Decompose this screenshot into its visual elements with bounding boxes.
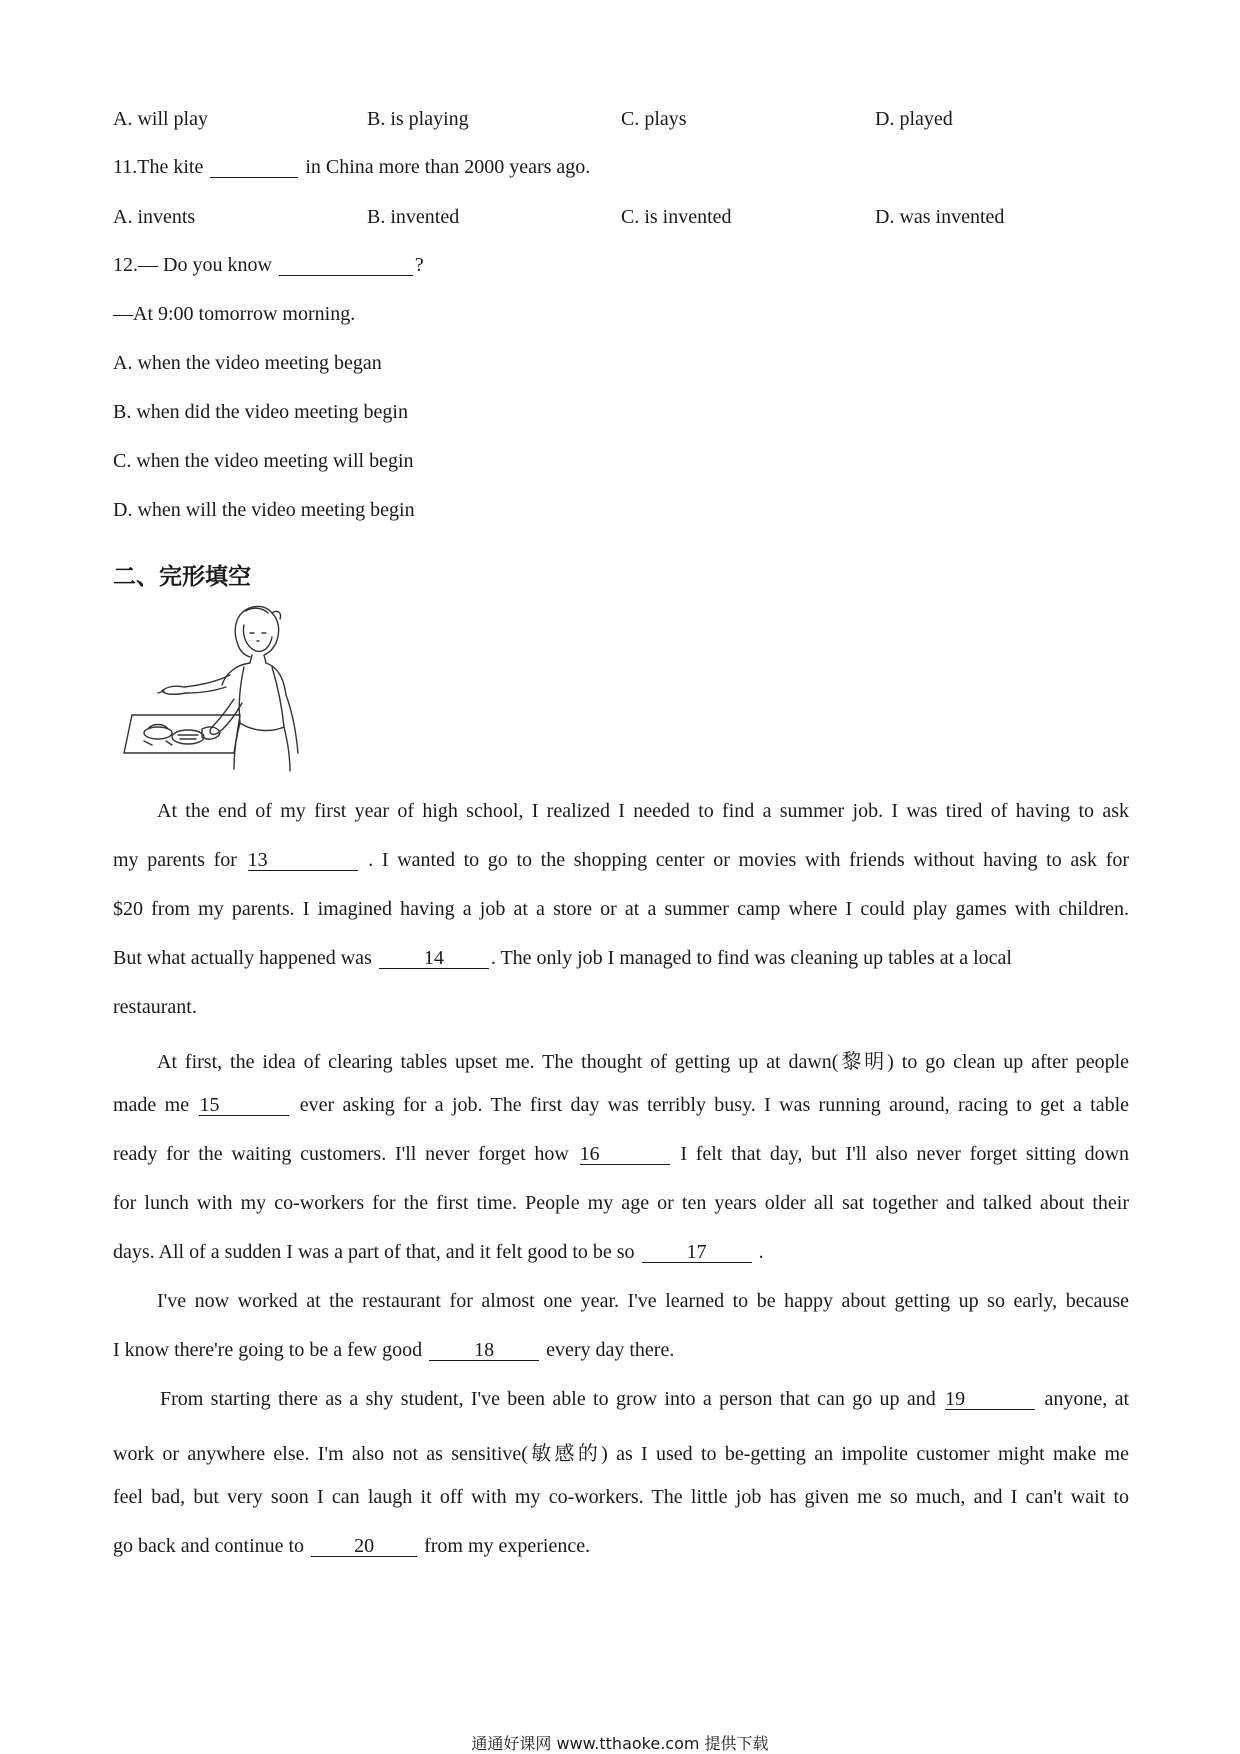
p1-line4-after: . The only job I managed to find was cleaning up tables at a local	[490, 947, 1012, 969]
q11-option-b: B. invented	[367, 206, 460, 228]
blank-15: 15	[199, 1095, 289, 1116]
p3-line2-before: I know there're going to be a few good	[113, 1339, 423, 1361]
p1-line2	[113, 849, 1129, 872]
p4-line2: work or anywhere else. I'm also not as sensitive(敏感的) as I used to be-getting an impolite customer might make me	[113, 1443, 1129, 1465]
q11-options	[113, 206, 1133, 230]
p2-line5	[113, 1241, 1129, 1264]
q10-option-c: C. plays	[621, 108, 687, 130]
q10-option-a: A. will play	[113, 108, 208, 130]
p2-line3-after: I felt that day, but I'll also never forget sitting down	[680, 1143, 1130, 1165]
blank-14: 14	[379, 948, 489, 969]
q11-text-after: in China more than 2000 years ago.	[305, 156, 591, 178]
blank-18: 18	[429, 1340, 539, 1361]
q12-option-d: D. when will the video meeting begin	[113, 499, 415, 521]
q11-option-a: A. invents	[113, 206, 196, 228]
p3-line1: I've now worked at the restaurant for almost one year. I've learned to be happy about getting up so early, because	[157, 1290, 1129, 1312]
q12-option-b: B. when did the video meeting begin	[113, 401, 408, 423]
p2-line2-after: ever asking for a job. The first day was terribly busy. I was running around, racing to get a table	[299, 1094, 1130, 1116]
q10-options	[113, 108, 1133, 132]
p1-line4	[113, 947, 1129, 970]
blank-17: 17	[642, 1242, 752, 1263]
blank-20: 20	[311, 1536, 417, 1557]
blank-16: 16	[580, 1144, 670, 1165]
p1-line3: $20 from my parents. I imagined having a job at a store or at a summer camp where I could play games with children.	[113, 898, 1129, 920]
q12-answer-line: —At 9:00 tomorrow morning.	[113, 303, 356, 325]
q12-option-a: A. when the video meeting began	[113, 352, 382, 374]
p2-line3-before: ready for the waiting customers. I'll never forget how	[113, 1143, 569, 1165]
q12-option-c: C. when the video meeting will begin	[113, 450, 414, 472]
p1-line2-after: . I wanted to go to the shopping center or movies with friends without having to ask for	[368, 849, 1130, 871]
page-footer: 通通好课网 www.tthaoke.com 提供下载	[471, 1734, 769, 1753]
section-heading: 二、完形填空	[113, 564, 251, 590]
blank-13: 13	[248, 850, 358, 871]
q12-text-before: 12.— Do you know	[113, 254, 272, 276]
q11-blank	[210, 157, 298, 178]
p1-line1: At the end of my first year of high school, I realized I needed to find a summer job. I was tired of having to ask	[157, 800, 1129, 822]
q12-blank	[279, 255, 413, 276]
q11-stem	[113, 157, 590, 178]
p3-line2-after: every day there.	[546, 1339, 675, 1361]
q12-stem	[113, 255, 424, 276]
q11-option-c: C. is invented	[621, 206, 732, 228]
p2-line5-before: days. All of a sudden I was a part of that, and it felt good to be so	[113, 1241, 635, 1263]
p4-line4	[113, 1535, 1129, 1558]
p4-line4-before: go back and continue to	[113, 1535, 305, 1557]
p1-line2-before: my parents for	[113, 849, 237, 871]
p1-line5: restaurant.	[113, 996, 197, 1018]
blank-19: 19	[945, 1389, 1035, 1410]
p4-line4-after: from my experience.	[424, 1535, 591, 1557]
p4-line1-after: anyone, at	[1044, 1388, 1130, 1410]
p2-line1: At first, the idea of clearing tables upset me. The thought of getting up at dawn(黎明) to go clean up after people	[157, 1051, 1129, 1073]
p4-line3: feel bad, but very soon I can laugh it off with my co-workers. The little job has given me so much, and I can't wait to	[113, 1486, 1129, 1508]
p2-line4: for lunch with my co-workers for the first time. People my age or ten years older all sat together and talked about their	[113, 1192, 1129, 1214]
p2-line3	[113, 1143, 1129, 1166]
p2-line2-before: made me	[113, 1094, 190, 1116]
q11-text-before: 11.The kite	[113, 156, 204, 178]
p2-line5-after: .	[758, 1241, 764, 1263]
q11-option-d: D. was invented	[875, 206, 1005, 228]
p1-line4-before: But what actually happened was	[113, 947, 372, 969]
p4-line1	[160, 1388, 1129, 1411]
p2-line2	[113, 1094, 1129, 1117]
q10-option-d: D. played	[875, 108, 953, 130]
p4-line1-before: From starting there as a shy student, I've been able to grow into a person that can go up and	[160, 1388, 936, 1410]
waitress-illustration	[122, 603, 302, 775]
p3-line2	[113, 1339, 1129, 1362]
q10-option-b: B. is playing	[367, 108, 469, 130]
q12-text-after: ?	[414, 254, 424, 276]
